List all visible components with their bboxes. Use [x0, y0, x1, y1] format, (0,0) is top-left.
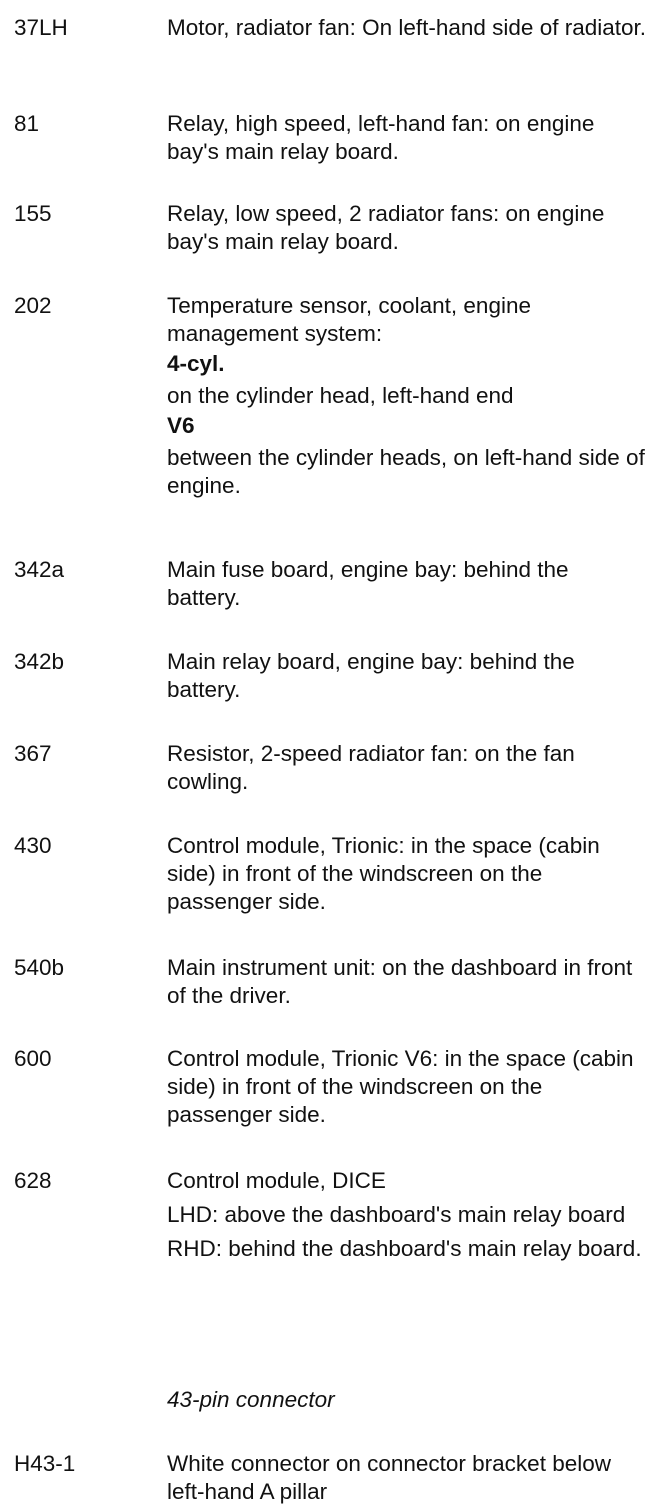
entry-description — [167, 14, 647, 42]
connector-description-text: White connector on connector bracket below left-hand A pillar — [167, 1451, 611, 1504]
entry-code: 37LH — [14, 15, 68, 40]
entry-description-text: Resistor, 2-speed radiator fan: on the fan cowling. — [167, 741, 575, 794]
entry-code: 155 — [14, 201, 52, 226]
entry-description — [167, 292, 647, 500]
entry-code: 342b — [14, 649, 65, 674]
entry-description-text: Main instrument unit: on the dashboard in front of the driver. — [167, 955, 633, 1008]
connector-section-heading: 43-pin connector — [167, 1387, 335, 1412]
variant-label: 4-cyl. — [167, 351, 225, 376]
entry-code: 600 — [14, 1046, 52, 1071]
entry-code: 342a — [14, 557, 65, 582]
entry-description-text: Main fuse board, engine bay: behind the battery. — [167, 557, 569, 610]
entry-description — [167, 740, 647, 796]
entry-description — [167, 648, 647, 704]
entry-description-text: Motor, radiator fan: On left-hand side of radiator. — [167, 15, 647, 40]
entry-code: 430 — [14, 833, 52, 858]
entry-description-text: Control module, Trionic V6: in the space (cabin side) in front of the windscreen on the passenger side. — [167, 1046, 634, 1127]
entry-description — [167, 110, 647, 166]
entry-code: 202 — [14, 293, 52, 318]
entry-description-text: Main relay board, engine bay: behind the battery. — [167, 649, 575, 702]
entry-description — [167, 832, 647, 916]
entry-description-text: Relay, high speed, left-hand fan: on engine bay's main relay board. — [167, 111, 595, 164]
entry-code: 367 — [14, 741, 52, 766]
entry-description — [167, 1167, 647, 1263]
entry-description — [167, 954, 647, 1010]
entry-description-text: Control module, Trionic: in the space (cabin side) in front of the windscreen on the passenger side. — [167, 833, 600, 914]
entry-note: LHD: above the dashboard's main relay board — [167, 1202, 626, 1227]
variant-text: on the cylinder head, left-hand end — [167, 383, 514, 408]
connector-code: H43-1 — [14, 1451, 76, 1476]
entry-code: 81 — [14, 111, 40, 136]
entry-description — [167, 200, 647, 256]
entry-note: RHD: behind the dashboard's main relay board. — [167, 1236, 642, 1261]
variant-text: between the cylinder heads, on left-hand side of engine. — [167, 445, 645, 498]
connector-description — [167, 1450, 647, 1506]
entry-code: 540b — [14, 955, 65, 980]
variant-label: V6 — [167, 413, 195, 438]
entry-description-text: Relay, low speed, 2 radiator fans: on engine bay's main relay board. — [167, 201, 605, 254]
entry-description — [167, 556, 647, 612]
entry-description-text: Temperature sensor, coolant, engine management system: — [167, 293, 531, 346]
entry-code: 628 — [14, 1168, 52, 1193]
entry-description — [167, 1045, 647, 1129]
entry-description-text: Control module, DICE — [167, 1168, 386, 1193]
